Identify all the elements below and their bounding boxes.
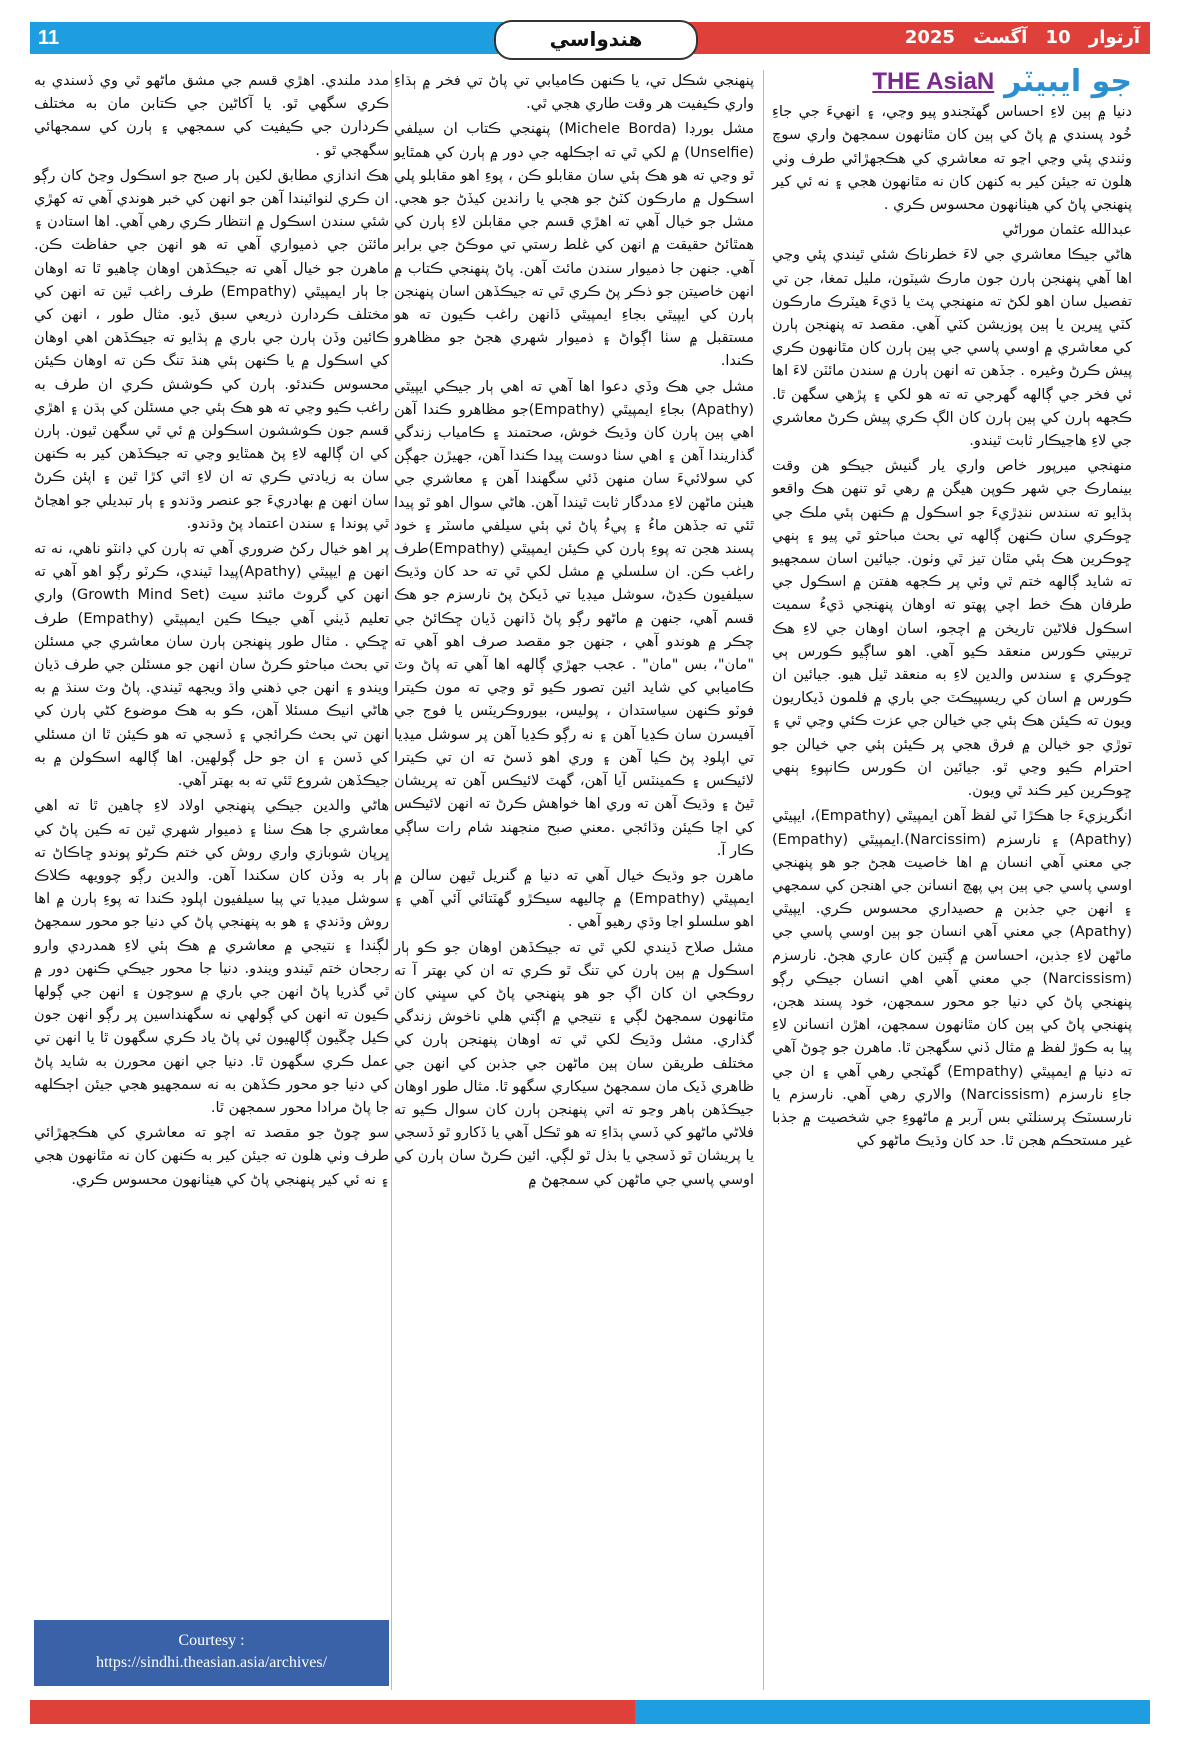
author-name: عبدالله عثمان موراڻي [1002,222,1132,239]
column-divider [391,70,392,1690]
dateline-year: 2025 [904,27,955,48]
paragraph: منهنجي ميرپور خاص واري يار گنيش جيڪو هن وقت بينمارڪ جي شهر ڪوپن هيگن ۾ رهي ٿو تنهن هڪ واقعو ٻڌايو ته سندس ننڍڙيءَ جو اسڪول ۾ ڪنهن ٻئي ملڪ جي ڇوڪري سان ڪنهن ڳالهه تي بحث مباحثو ٿي پيو ۽ ٻنهي ڇوڪرين هڪ ٻئي مٿان تيز ٿي وٺون. جيائين اسان سمجهيو ته شايد ڳالهه ختم ٿي وئي پر ڪجهه هفتن ۾ اسڪول جي طرفان هڪ خط اچي پهتو ته اوهان پنهنجي ڌيءُ سميت اسڪول فلاڻين تاريخن ۾ اچجو، اسان اوهان جي لاءِ هڪ تربيتي ڪورس منعقد ڪيو آهي. اهو ساڳيو ڪورس ٻي ڇوڪري ۽ سندس والدين لاءِ به منعقد ٿيل هيو. جيائين ان ڪورس ۾ اسان کي ريسپيڪٽ جي باري ۾ فلمون ڏيکاريون ويون ته ڪيئن هڪ ٻئي جي خيالن جي عزت ڪئي وڃي ٿي ۽ توڙي جو خيالن ۾ فرق هجي پر ڪيئن ٻئي جي خيالن جو احترام ڪيو وڃي ٿو. جيائين ان ڪورس ڪانپوءِ ٻنهي ڇوڪرين کير ڪند ٿي ويون. [772,458,1132,800]
courtesy-link[interactable]: https://sindhi.theasian.asia/archives/ [95,1654,328,1671]
dateline [893,22,1140,54]
paragraph: مشل صلاح ڏيندي لکي ٿي ته جيڪڏهن اوهان جو ڪو ٻار اسڪول ۾ ٻين ٻارن کي تنگ ٿو ڪري ته ان کي بهتر آ ته روڪجي ان کان اڳ جو هو پنهنجي پاڻ کي سڀني کان مٿانهون سمجهڻ لڳي ۽ نتيجي ۾ اڳتي هلي ناخوش زندگي گذاري. مشل وڌيڪ لکي ٿي ته اوهان پنهنجن ٻارن کي مختلف طريقن سان ٻين ماڻهن جي جذبن کي انهن جي ظاهري ڏيک مان سمجهڻ سيکاري سگهو ٿا. مثال طور اوهان جيڪڏهن ٻاهر وڃو ته اتي پنهنجن ٻارن کان سوال ڪيو ته فلاڻي ماڻهو کي ڏسي ٻڌاءِ ته هو ٿڪل آهي يا ڏکارو ٿو ڏسجي يا پريشان ٿو ڏسجي يا بذل ٿو لڳي. ائين ڪرڻ سان ٻارن کي اوسي پاسي جي ماڻهن کي سمجهڻ ۾ [394,939,754,1188]
top-bar-blue-segment [30,22,534,54]
paragraph: مشل جي هڪ وڏي دعوا اها آهي ته اهي ٻار جيڪي ايپيٿي (Apathy) بجاءِ ايمپيٿي (Empathy)جو مظاهرو ڪندا آهن اهي ٻين ٻارن کان وڌيڪ خوش، صحتمند ۽ ڪامياب زندگي گذاريندا آهن ۽ اهي سٺا دوست پيدا ڪندا آهن، جهيڙن جهڳن کي سولائيءَ سان منهن ڏئي سگهندا آهن ۽ معاشري جي هيٺن ماڻهن لاءِ مددگار ثابت ٿيندا آهن. هاڻي سوال اهو ٿو پيدا ٿئي ته جڏهن ماءُ ۽ پيءُ پاڻ ئي ٻئي سيلفي ماسٽر ۽ خود پسند هجن ته پوءِ ٻارن کي ڪيئن ايمپيٿي (Empathy)طرف راغب ڪن. ان سلسلي ۾ مشل لکي ٿي ته حد کان وڌيڪ سيلفيون ڪڍڻ، سوشل ميڊيا تي ڏيکڻ پڻ نارسزم جو هڪ قسم آهي، جنهن ۾ ماڻهو رڳو پاڻ ڏانهن ڏيان ڇڪائڻ جي چڪر ۾ هوندو آهي ، جنهن جو مقصد صرف اهو آهي ته "مان"، بس "مان" . عجب جهڙي ڳالهه اها آهي ته پاڻ وٽ ڪاميابي کي شايد ائين تصور ڪيو ٿو وڃي ته مون ڪيترا فوٽو ڪنهن سياستدان ، پوليس، بيوروڪريٽس يا فوج جي آفيسرن سان ڪڍيا آهن ۽ نه رڳو ڪڍيا آهن پر سوشل ميڊيا تي اپلوڊ پڻ ڪيا آهن ۽ وري اهو ڏسڻ ته ان تي ڪيترا لائيڪس ۽ ڪمينٽس آيا آهن، گهٽ لائيڪس آهن ته پريشان ٿيڻ ۽ وڌيڪ آهن ته وري اها خواهش ڪرڻ ته انهن لائيڪس کي اڃا ڪيئن وڌائجي .معني صبح منجهند شام رات ساڳي ڪار آ. [394,378,754,859]
newspaper-masthead-logo: هندواسي [494,20,698,60]
courtesy-box [34,1620,389,1686]
paragraph: پر اهو خيال رکڻ ضروري آهي ته ٻارن کي ڊانٽو ناهي، نه ته انهن ۾ ايپيٿي (Apathy)پيدا ٿيندي، ڪرٽو رڳو اهو آهي ته انهن کي گروٿ مائنڊ سيٽ (Growth Mind Set) واري تعليم ڏيٺي آهي جيڪا ڪين ايمپيٿي (Empathy) طرف ڇڪي . مثال طور پنهنجن ٻارن سان معاشري جي مسئلن تي بحث مباحثو ڪرڻ سان انهن جو مسئلن جي طرف ڌيان ويندو ۽ انهن جي ذهني واڌ ويجهه ٿيندي. پاڻ وٽ سنڌ ۾ به هاڻي انيڪ مسئلا آهن، ڪو به هڪ موضوع کڻي ٻارن کي انهن تي بحث ڪرائجي ۽ ڏسجي ته هو ڪيئن ٿا ان مسئلي کي ڏسن ۽ ان جو حل ڳولهين. اها ڳالهه اسڪولن ۾ به جيڪڏهن شروع ٿئي ته به بهتر آهي. [34,541,390,790]
article-column-middle [394,70,754,1194]
paragraph: هاڻي والدين جيڪي پنهنجي اولاد لاءِ چاهين ٿا ته اهي معاشري جا هڪ سٺا ۽ ذميوار شهري ٿين ته ڪين پاڻ کي ڀرپان شوبازي واري روش کي ختم ڪرڻو پوندو ڇاڪاڻ ته ٻار به وڏن کان سکندا آهن. والدين رڳو چوويهه ڪلاڪ سوشل ميڊيا تي پيا سيلفيون اپلوڊ ڪندا ته پوءِ ٻارن ۾ اها روش وڌندي ۽ هو به پنهنجي پاڻ کي دنيا جو محور سمجهڻ لڳندا ۽ نتيجي ۾ معاشري ۾ هڪ ٻئي لاءِ همدردي وارو رجحان ختم ٿيندو ويندو. دنيا جا محور جيڪي ڪنهن دور ۾ ٿي گذريا پاڻ انهن جي باري ۾ سوچون ۽ انهن جي ڳولها ڪيون ته انهن کي ڳولهي نه سگهنداسين پر رڳو انهن جون ڪيل چڱيون ڳالهيون ئي پاڻ ياد ڪري سگهون ٿا يا انهن تي عمل ڪري سگهون ٿا. دنيا جي انهن محورن به شايد پاڻ کي دنيا جو محور ڪڏهن به نه سمجهيو هجي جيئن اڄڪلهه جا پاڻ مرادا محور سمجهن ٿا. [34,798,389,1116]
bottom-bar-blue-segment [635,1700,1150,1724]
paragraph: سو چوڻ جو مقصد ته اچو ته معاشري کي هڪجهڙائي طرف وٺي هلون ته جيئن کير به ڪنهن کان نه مٿانهون هجي ۽ نه ئي کير پنهنجي پاڻ کي هيٺانهون محسوس ڪري. [34,1125,389,1188]
paragraph: مدد ملندي. اهڙي قسم جي مشق ماڻهو ٿي وي ڏسندي به ڪري سگهي ٿو. يا آکاڻين جي ڪتابن مان به مختلف ڪردارن جي ڪيفيت کي سمجهي ۽ ٻارن کي سمجهائي سگهجي ٿو . [34,73,389,159]
dateline-day: آرتوار [1088,27,1140,48]
article-column-left [34,70,389,1194]
paragraph: مشل بورڊا (Michele Borda) پنهنجي ڪتاب ان سيلفي (Unselfie) ۾ لکي ٿي ته اڄڪلهه جي دور ۾ ٻارن کي همٿايو ٿو وڃي ته هو هڪ ٻئي سان مقابلو ڪن ، پوءِ اهو مقابلو پلي اسڪول ۾ مارڪون کٽڻ جو هجي يا راندين کيڏڻ جو هجي. مشل جو خيال آهي ته اهڙي قسم جي مقابلن لاءِ ٻارن کي همٿائڻ حقيقت ۾ انهن کي غلط رستي تي موڪڻ جي برابر آهي. جنهن جا ذميوار سندن مائٽ آهن. پاڻ پنهنجي ڪتاب ۾ انهن خاصيتن جو ذڪر پڻ ڪري ٿي ته جيڪڏهن اسان پنهنجن ٻارن کي ايپيٿي بجاءِ ايمپيٿي ڏانهن راغب ڪيون ته هو مستقبل ۾ سٺا اڳواڻ ۽ ذميوار شهري هجڻ جو مظاهرو ڪندا. [394,121,755,370]
column-divider [763,70,764,1690]
dateline-date-number: 10 [1045,27,1071,48]
article-column-right [772,64,1132,1155]
paragraph: دنيا ۾ ٻين لاءِ احساس گهٽجندو پيو وڃي، ۽ انهيءَ جي جاءِ خُود پسندي ۾ پاڻ کي ٻين کان مٿانهون سمجهڻ واري سوچ وٺندي پئي وڃي اڃو ته معاشري کي هڪجهڙائي طرف وٺي هلون ته جيئن کير به کنهن کان نه مٿانهون هجي ۽ نه ئي کير پنهنجي پاڻ کي هيٺانهون محسوس ڪري . [772,104,1132,214]
paragraph: انگريزيءَ جا هڪڙا ٽي لفظ آهن ايمپيٿي (Empathy)، ايپيٿي (Apathy) ۽ نارسزم (Narcissim).ايمپيٿي (Empathy) جي معني آهي انسان ۾ اها خاصيت هجڻ جو هو پنهنجي اوسي پاسي جي ٻين ٻي پهچ انسانن جي اهنجن کي سمجهي ۽ انهن جي جذبن ۾ حصيداري محسوس ڪري. ايپيٿي (Apathy) جي معني آهي انسان جو ٻين اوسي پاسي جي ماڻهن لاءِ جذبن، احساسن ۾ ڳتين کان عاري هجڻ. نارسزم (Narcissism) جي معني آهي اهي انسان جيڪي رڳو پنهنجي پاڻ کي دنيا جو محور سمجهن، خود پسند هجن، پنهنجي پاڻ کي ٻين کان مٿانهون سمجهن، اهڙن انسانن لاءِ پيا به ڪوڙ لفظ ۾ مثال ڏني سگهجن ٿا. ماهرن جو چوڻ آهي ته دنيا ۾ ايمپيٿي (Empathy) گهٽجي رهي آهي ۽ ان جي جاءِ نارسزم (Narcissism) والاري رهي آهي. نارسزم يا نارسسٽڪ پرسنلٽي بس آربر ۾ ماڻهوءِ جي شخصيت ۾ جذبا غير مستحڪم هجن ٿا. حد کان وڌيڪ ماڻهو کي [772,808,1132,1150]
page-number: 11 [38,27,60,49]
paragraph: هاڻي جيڪا معاشري جي لاءَ خطرناڪ شئي ٿيندي پئي وڃي اها آهي پنهنجن ٻارن جون مارڪ شيٽون، مليل تمغا، جن تي تفصيل سان اهو لکڻ ته منهنجي پٽ يا ڌيءَ هيٽرڪ مارڪون کٽي ڀيرين يا ٻين پوزيشن کٽي آهي. مقصد ته پنهنجن ٻارن کي معاشري ۾ اوسي پاسي جي ٻين ٻارن کان مٿانهون ڪري پيش ڪرڻ وغيره . جڏهن ته انهن ٻارن ۾ سندن مائٽن لاءَ اها ئي فخر جي ڳالهه گهرجي ته ته هو لکي ۽ پڙهي سگهن ٿا. ڪجهه ٻارن کي ٻين ٻارن کان الڳ ڪري پيش ڪرڻ معاشري جي لاءِ هاڃيڪار ثابت ٿيندو. [772,247,1132,450]
dateline-month: آگسٽ [973,27,1028,48]
paragraph: ماهرن جو وڌيڪ خيال آهي ته دنيا ۾ گنريل ٿيهن سالن ۾ ايمپيٿي (Empathy) ۾ چاليهه سيڪڙو گهٽتائي آئي آهي ۽ اهو سلسلو اڃا وڌي رهيو آهي . [394,867,754,931]
courtesy-label: Courtesy : [178,1632,245,1649]
paragraph: پنهنجي شڪل تي، يا ڪنهن ڪاميابي تي پاڻ تي فخر ۾ ٻڌاءِ واري ڪيفيت هر وقت طاري هجي ٿي. [394,73,754,113]
article-title: جو ايبيٽر [1004,64,1132,99]
brand-name: THE AsiaN [872,68,995,95]
article-heading [772,64,1132,99]
bottom-bar-red-segment [30,1700,635,1724]
paragraph: هڪ اندازي مطابق لکين ٻار صبح جو اسڪول وڃڻ کان رڳو ان ڪري لنوائيندا آهن جو انهن کي خبر هوندي آهي ته کهڙي شئي سندن اسڪول ۾ انتظار ڪري رهي آهي. اها استادن ۽ مائٽن جي ذميواري آهي ته هو انهن جي حفاظت ڪن. ماهرن جو خيال آهي ته جيڪڏهن اوهان چاهيو ٿا ته اوهان جا ٻار ايمپيٿي (Empathy) طرف راغب ٿين ته انهن کي مختلف ڪردارن ذريعي سبق ڏيو. مثال طور ، انهن کي ڪائين وڏن ٻارن جي باري ۾ ٻڌايو ته جيڪڏهن اهي اوهان کي اسڪول ۾ يا ڪنهن ٻئي هنڌ تنگ ڪن ته اوهان ڪيئن محسوس ڪندئو. ٻارن کي ڪوشش ڪري ان طرف به راغب ڪيو وڃي ته هو هڪ ٻئي جي مسئلن کي ٻڌن ۽ اهڙي قسم جون ڪوششون اسڪولن ۾ ئي ٿي سگهن ٿيون. ٻارن کي ان ڳالهه لاءِ پڻ همٿايو وڃي ته جيڪڏهن کير به ڪنهن سان به زيادتي ڪري ته ان لاءِ اٿي کڙا ٿين ۽ اپئن ڪرڻ سان انهن ۾ بهادريءَ جو عنصر وڌندو ۽ ٻار تبديلي جو اهڃاڻ ٿي پوندا ۽ سندن اعتماد پڻ وڌندو. [34,167,389,532]
bottom-color-bar [30,1700,1150,1724]
